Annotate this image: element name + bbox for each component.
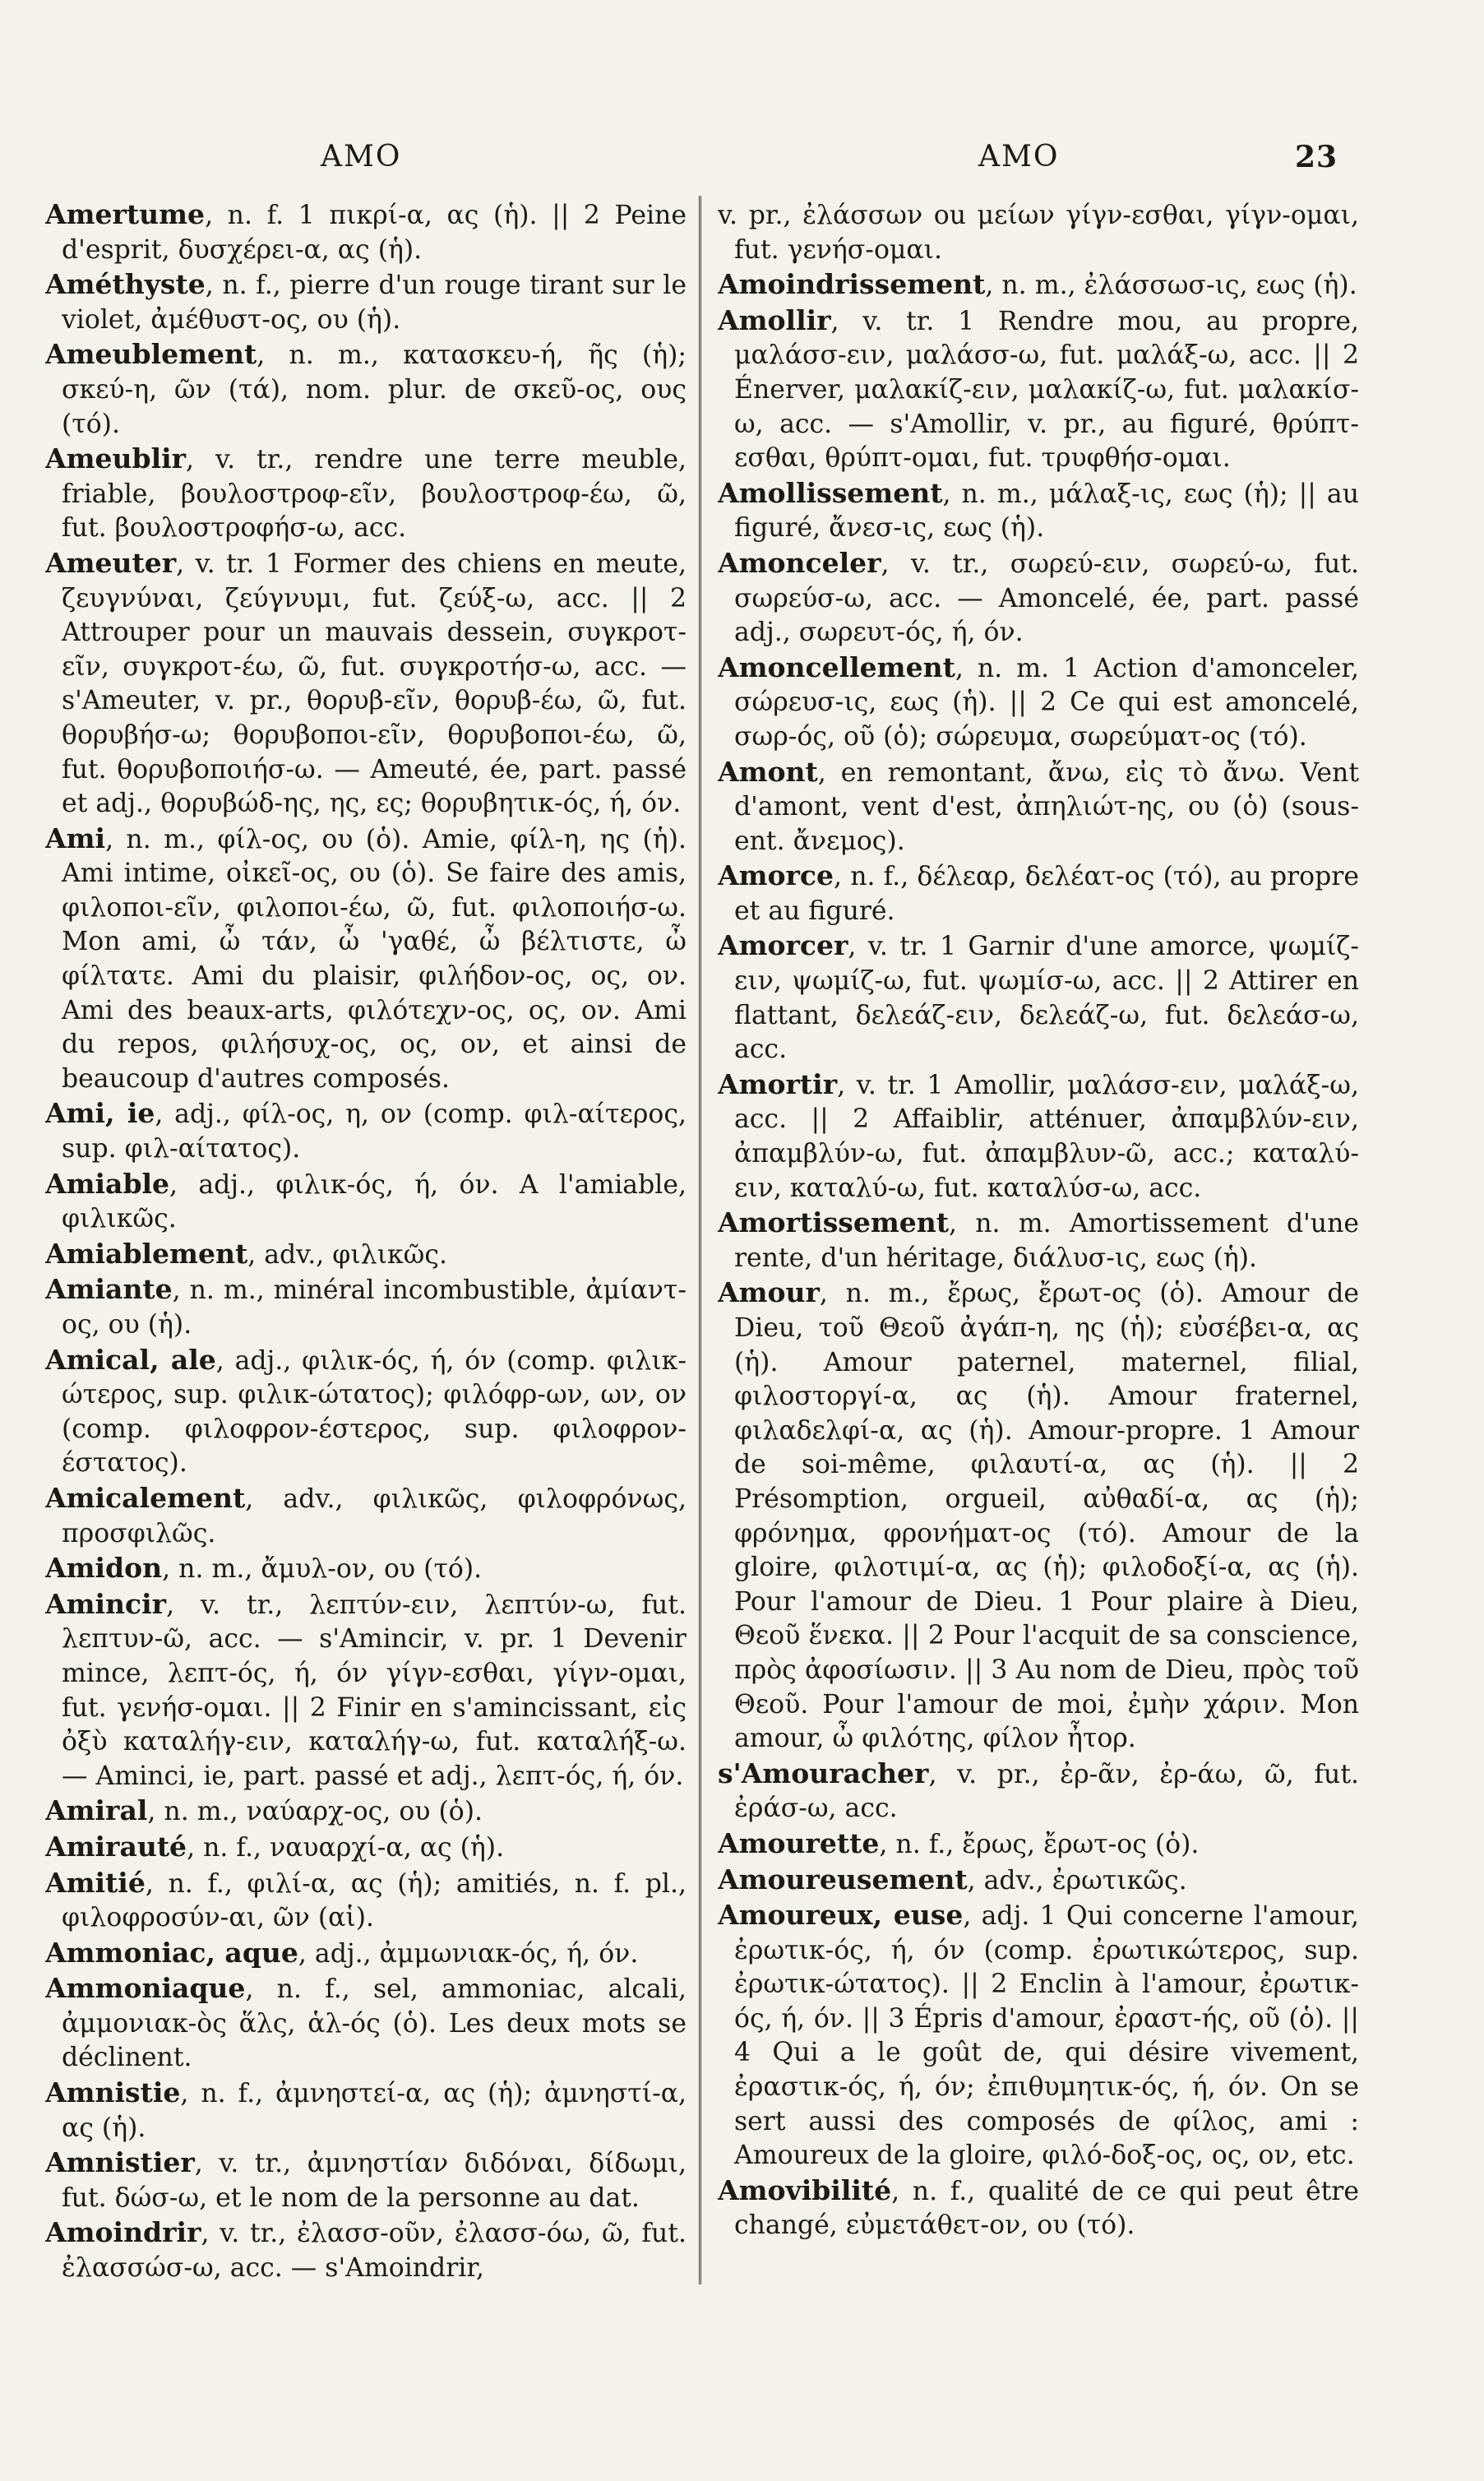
dictionary-entry xyxy=(45,822,687,1097)
entry-definition: , v. tr. 1 Former des chiens en meute, ζευγνύναι, ζεύγνυμι, fut. ζεύξ-ω, acc. || 2 Attrouper pour un mauvais dessein, συγκροτ-εῖν, συγκροτ-έω, ῶ, fut. συγκροτήσ-ω, acc. — s'Ameuter, v. pr., θορυβ-εῖν, θορυβ-έω, ῶ, fut. θορυβήσ-ω; θορυβοποι-εῖν, θορυβοποι-έω, ῶ, fut. θορυβοποιήσ-ω. — Ameuté, ée, part. passé et adj., θορυβώδ-ης, ης, ες; θορυβητικ-ός, ή, όν. xyxy=(62,549,687,819)
entry-headword: Amorcer xyxy=(718,929,848,962)
column-divider xyxy=(699,196,701,2284)
entry-headword: Amnistier xyxy=(45,2146,195,2179)
dictionary-entry xyxy=(45,546,687,822)
entry-definition: , adv., ἐρωτικῶς. xyxy=(967,1865,1187,1895)
dictionary-entry xyxy=(718,303,1359,476)
entry-headword: Amour xyxy=(718,1276,820,1309)
dictionary-entry xyxy=(718,859,1359,928)
dictionary-entry xyxy=(45,1587,687,1794)
entry-definition: , adj., φιλικ-ός, ή, όν (comp. φιλικ-ώτερος, sup. φιλικ-ώτατος); φιλόφρ-ων, ων, ον (comp. φιλοφρον-έστερος, sup. φιλοφρον-έστατος). xyxy=(62,1345,687,1479)
entry-definition: , n. f., ναυαρχί-α, ας (ἡ). xyxy=(187,1832,505,1863)
entry-definition: , adj., ἀμμωνιακ-ός, ή, όν. xyxy=(298,1938,639,1969)
entry-headword: Amont xyxy=(718,755,818,788)
dictionary-entry xyxy=(718,1898,1359,2173)
dictionary-entry xyxy=(45,1971,687,2076)
entry-headword: Ammoniac, aque xyxy=(45,1936,298,1969)
entry-definition: , n. f., ἀμνηστεί-α, ας (ἡ); ἀμνηστί-α, ας (ἡ). xyxy=(62,2079,687,2143)
entry-headword: Amoureusement xyxy=(718,1863,968,1895)
dictionary-entry xyxy=(45,1343,687,1481)
right-column xyxy=(718,197,1359,2467)
entry-definition: , adv., φιλικῶς, φιλοφρόνως, προσφιλῶς. xyxy=(62,1484,687,1548)
entry-definition: , n. m., κατασκευ-ή, ῆς (ἡ); σκεύ-η, ῶν (τά), nom. plur. de σκεῦ-ος, ους (τό). xyxy=(62,340,687,439)
dictionary-entry xyxy=(718,1826,1359,1863)
dictionary-entry xyxy=(718,1757,1359,1826)
dictionary-entry xyxy=(45,1794,687,1830)
entry-definition: , adj., φίλ-ος, η, ον (comp. φιλ-αίτερος, sup. φιλ-αίτατος). xyxy=(62,1099,687,1164)
entry-definition: , n. f., pierre d'un rouge tirant sur le violet, ἀμέθυστ-ος, ου (ἡ). xyxy=(62,271,687,335)
entry-headword: Ameublement xyxy=(45,338,257,371)
entry-headword: Amertume xyxy=(45,198,206,230)
dictionary-entry xyxy=(45,1481,687,1551)
entry-headword: Amiral xyxy=(45,1794,148,1827)
dictionary-entry xyxy=(45,1866,687,1936)
entry-headword: Amorce xyxy=(718,859,834,892)
left-column xyxy=(45,197,687,2467)
dictionary-entry xyxy=(45,1167,687,1237)
entry-definition: v. pr., ἐλάσσων ou μείων γίγν-εσθαι, γίγν-ομαι, fut. γενήσ-ομαι. xyxy=(718,201,1359,265)
dictionary-entry xyxy=(45,2145,687,2215)
entry-definition: , n. f. 1 πικρί-α, ας (ἡ). || 2 Peine d'esprit, δυσχέρει-α, ας (ἡ). xyxy=(62,201,687,265)
dictionary-entry xyxy=(718,755,1359,859)
entry-definition: , v. tr., ἀμνηστίαν διδόναι, δίδωμι, fut. δώσ-ω, et le nom de la personne au dat. xyxy=(62,2149,687,2213)
entry-definition: , v. tr. 1 Amollir, μαλάσσ-ειν, μαλάξ-ω, acc. || 2 Affaiblir, atténuer, ἀπαμβλύν-ειν, ἀπαμβλύν-ω, fut. ἀπαμβλυν-ῶ, acc.; καταλύ-ειν, καταλύ-ω, fut. καταλύσ-ω, acc. xyxy=(734,1070,1359,1203)
left-running-head: AMO xyxy=(321,140,402,174)
dictionary-entry xyxy=(45,442,687,546)
entry-headword: Amoindrissement xyxy=(718,268,986,301)
entry-definition: , n. m. 1 Action d'amonceler, σώρευσ-ις, εως (ἡ). || 2 Ce qui est amoncelé, σωρ-ός, οῦ (ὁ); σώρευμα, σωρεύματ-ος (τό). xyxy=(734,653,1359,752)
dictionary-entry xyxy=(718,197,1359,267)
entry-headword: Amitié xyxy=(45,1866,146,1899)
entry-definition: , n. m., φίλ-ος, ου (ὁ). Amie, φίλ-η, ης (ἡ). Ami intime, οἰκεῖ-ος, ου (ὁ). Se faire des amis, φιλοποι-εῖν, φιλοποι-έω, ῶ, fut. φιλοποιήσ-ω. Mon ami, ὦ τάν, ὦ 'γαθέ, ὦ βέλτιστε, ὦ φίλτατε. Ami du plaisir, φιλήδον-ος, ος, ον. Ami des beaux-arts, φιλότεχν-ος, ος, ον. Ami du repos, φιλήσυχ-ος, ος, ον, et ainsi de beaucoup d'autres composés. xyxy=(62,824,687,1094)
entry-definition: , v. tr., σωρεύ-ειν, σωρεύ-ω, fut. σωρεύσ-ω, acc. — Amoncelé, ée, part. passé adj., σωρευτ-ός, ή, όν. xyxy=(734,549,1359,648)
entry-definition: , adj., φιλικ-ός, ή, όν. A l'amiable, φιλικῶς. xyxy=(62,1169,687,1234)
entry-definition: , adv., φιλικῶς. xyxy=(247,1239,448,1270)
entry-headword: Ameuter xyxy=(45,546,177,579)
entry-definition: , v. tr., λεπτύν-ειν, λεπτύν-ω, fut. λεπτυν-ῶ, acc. — s'Amincir, v. pr. 1 Devenir mince, λεπτ-ός, ή, όν γίγν-εσθαι, γίγν-ομαι, fut. γενήσ-ομαι. || 2 Finir en s'amincissant, εἰς ὀξὺ καταλήγ-ειν, καταλήγ-ω, fut. καταλήξ-ω. — Aminci, ie, part. passé et adj., λεπτ-ός, ή, όν. xyxy=(62,1590,687,1791)
entry-definition: , n. m., minéral incombustible, ἀμίαντ-ος, ου (ἡ). xyxy=(62,1275,687,1340)
entry-definition: , n. m., μάλαξ-ις, εως (ἡ); || au figuré, ἄνεσ-ις, εως (ἡ). xyxy=(734,479,1359,544)
entry-headword: Amortissement xyxy=(718,1206,949,1239)
dictionary-entry xyxy=(718,476,1359,546)
entry-headword: s'Amouracher xyxy=(718,1757,929,1789)
dictionary-entry xyxy=(718,267,1359,303)
entry-definition: , n. f., δέλεαρ, δελέατ-ος (τό), au propre et au figuré. xyxy=(734,862,1359,926)
dictionary-entry xyxy=(45,1096,687,1166)
entry-definition: , n. m., ἐλάσσωσ-ις, εως (ἡ). xyxy=(985,271,1357,301)
entry-definition: , v. tr. 1 Garnir d'une amorce, ψωμίζ-ειν, ψωμίζ-ω, fut. ψωμίσ-ω, acc. || 2 Attirer en flattant, δελεάζ-ειν, δελεάζ-ω, fut. δελεάσ-ω, acc. xyxy=(734,932,1359,1065)
entry-headword: Amirauté xyxy=(45,1830,187,1863)
entry-headword: Amonceler xyxy=(718,546,881,579)
dictionary-entry xyxy=(45,1237,687,1273)
dictionary-entry xyxy=(718,1067,1359,1206)
dictionary-entry xyxy=(45,197,687,267)
dictionary-entry xyxy=(45,337,687,442)
entry-definition: , adj. 1 Qui concerne l'amour, ἐρωτικ-ός, ή, όν (comp. ἐρωτικώτερος, sup. ἐρωτικ-ώτατος). || 2 Enclin à l'amour, ἐρωτικ-ός, ή, όν. || 3 Épris d'amour, ἐραστ-ής, οῦ (ὁ). || 4 Qui a le goût de, qui désire vivement, ἐραστικ-ός, ή, όν; ἐπιθυμητικ-ός, ή, όν. On se sert aussi des composés de φίλος, ami : Amoureux de la gloire, φιλό-δοξ-ος, ος, ον, etc. xyxy=(734,1901,1359,2171)
dictionary-entry xyxy=(45,1272,687,1342)
entry-headword: Amiable xyxy=(45,1167,170,1200)
dictionary-entry xyxy=(718,1863,1359,1899)
entry-headword: Amicalement xyxy=(45,1481,246,1514)
entry-headword: Amourette xyxy=(718,1826,880,1859)
entry-definition: , n. f., qualité de ce qui peut être changé, εὐμετάθετ-ον, ου (τό). xyxy=(734,2176,1359,2241)
page-number: 23 xyxy=(1295,140,1338,174)
dictionary-entry xyxy=(45,1551,687,1587)
entry-definition: , n. m. Amortissement d'une rente, d'un héritage, διάλυσ-ις, εως (ἡ). xyxy=(734,1209,1359,1273)
dictionary-entry xyxy=(718,546,1359,650)
entry-definition: , n. m., ἔρως, ἔρωτ-ος (ὁ). Amour de Dieu, τοῦ Θεοῦ ἀγάπ-η, ης (ἡ); εὐσέβει-α, ας (ἡ). Amour paternel, maternel, filial, φιλοστοργί-α, ας (ἡ). Amour fraternel, φιλαδελφί-α, ας (ἡ). Amour-propre. 1 Amour de soi-même, φιλαυτί-α, ας (ἡ). || 2 Présomption, orgueil, αὐθαδί-α, ας (ἡ); φρόνημα, φρονήματ-ος (τό). Amour de la gloire, φιλοτιμί-α, ας (ἡ); φιλοδοξί-α, ας (ἡ). Pour l'amour de Dieu. 1 Pour plaire à Dieu, Θεοῦ ἕνεκα. || 2 Pour l'acquit de sa conscience, πρὸς ἀφοσίωσιν. || 3 Au nom de Dieu, πρὸς τοῦ Θεοῦ. Pour l'amour de moi, ἐμὴν χάριν. Mon amour, ὦ φιλότης, φίλον ἦτορ. xyxy=(734,1279,1359,1754)
entry-definition: , v. tr. 1 Rendre mou, au propre, μαλάσσ-ειν, μαλάσσ-ω, fut. μαλάξ-ω, acc. || 2 Énerver, μαλακίζ-ειν, μαλακίζ-ω, fut. μαλακίσ-ω, acc. — s'Amollir, v. pr., au figuré, θρύπτ-εσθαι, θρύπτ-ομαι, fut. τρυφθήσ-ομαι. xyxy=(734,306,1359,474)
dictionary-entry xyxy=(718,650,1359,755)
entry-headword: Amnistie xyxy=(45,2076,181,2109)
dictionary-entry xyxy=(718,928,1359,1067)
entry-headword: Amiablement xyxy=(45,1237,248,1270)
entry-definition: , v. tr., ἐλασσ-οῦν, ἐλασσ-όω, ῶ, fut. ἐλασσώσ-ω, acc. — s'Amoindrir, xyxy=(62,2219,687,2284)
entry-definition: , en remontant, ἄνω, εἰς τὸ ἄνω. Vent d'amont, vent d'est, ἀπηλιώτ-ης, ου (ὁ) (sous-ent. ἄνεμος). xyxy=(734,757,1359,856)
entry-definition: , n. f., φιλί-α, ας (ἡ); amitiés, n. f. pl., φιλοφροσύν-αι, ῶν (αἱ). xyxy=(62,1868,687,1933)
entry-definition: , v. tr., rendre une terre meuble, friable, βουλοστροφ-εῖν, βουλοστροφ-έω, ῶ, fut. βουλοστροφήσ-ω, acc. xyxy=(62,445,687,544)
entry-headword: Amoncellement xyxy=(718,650,955,683)
entry-headword: Améthyste xyxy=(45,268,206,301)
entry-headword: Amoindrir xyxy=(45,2216,201,2249)
dictionary-entry xyxy=(45,1830,687,1866)
dictionary-entry xyxy=(45,2076,687,2145)
entry-headword: Amical, ale xyxy=(45,1343,216,1376)
entry-headword: Amincir xyxy=(45,1587,167,1620)
entry-headword: Amortir xyxy=(718,1067,838,1100)
right-running-head: AMO xyxy=(978,140,1060,174)
entry-headword: Amoureux, euse xyxy=(718,1899,964,1932)
entry-definition: , n. m., ἄμυλ-ον, ου (τό). xyxy=(162,1554,483,1585)
entry-definition: , n. f., ἔρως, ἔρωτ-ος (ὁ). xyxy=(879,1829,1200,1859)
entry-headword: Amiante xyxy=(45,1273,173,1306)
entry-headword: Ami, ie xyxy=(45,1097,155,1130)
entry-definition: , v. pr., ἐρ-ᾶν, ἐρ-άω, ῶ, fut. ἐράσ-ω, acc. xyxy=(734,1759,1359,1824)
dictionary-entry xyxy=(718,1206,1359,1275)
entry-headword: Ameublir xyxy=(45,442,187,475)
entry-headword: Ami xyxy=(45,822,106,854)
entry-definition: , n. f., sel, ammoniac, alcali, ἀμμονιακ-ὸς ἅλς, ἁλ-ός (ὁ). Les deux mots se déclinent. xyxy=(62,1974,687,2073)
dictionary-entry xyxy=(45,2215,687,2285)
entry-headword: Amollissement xyxy=(718,476,943,509)
entry-headword: Ammoniaque xyxy=(45,1972,246,2005)
entry-headword: Amidon xyxy=(45,1552,163,1585)
dictionary-entry xyxy=(45,1936,687,1972)
entry-headword: Amovibilité xyxy=(718,2173,892,2206)
entry-headword: Amollir xyxy=(718,303,831,336)
dictionary-entry xyxy=(45,267,687,337)
dictionary-entry xyxy=(718,1275,1359,1756)
dictionary-entry xyxy=(718,2173,1359,2243)
entry-definition: , n. m., ναύαρχ-ος, ου (ὁ). xyxy=(147,1797,483,1827)
